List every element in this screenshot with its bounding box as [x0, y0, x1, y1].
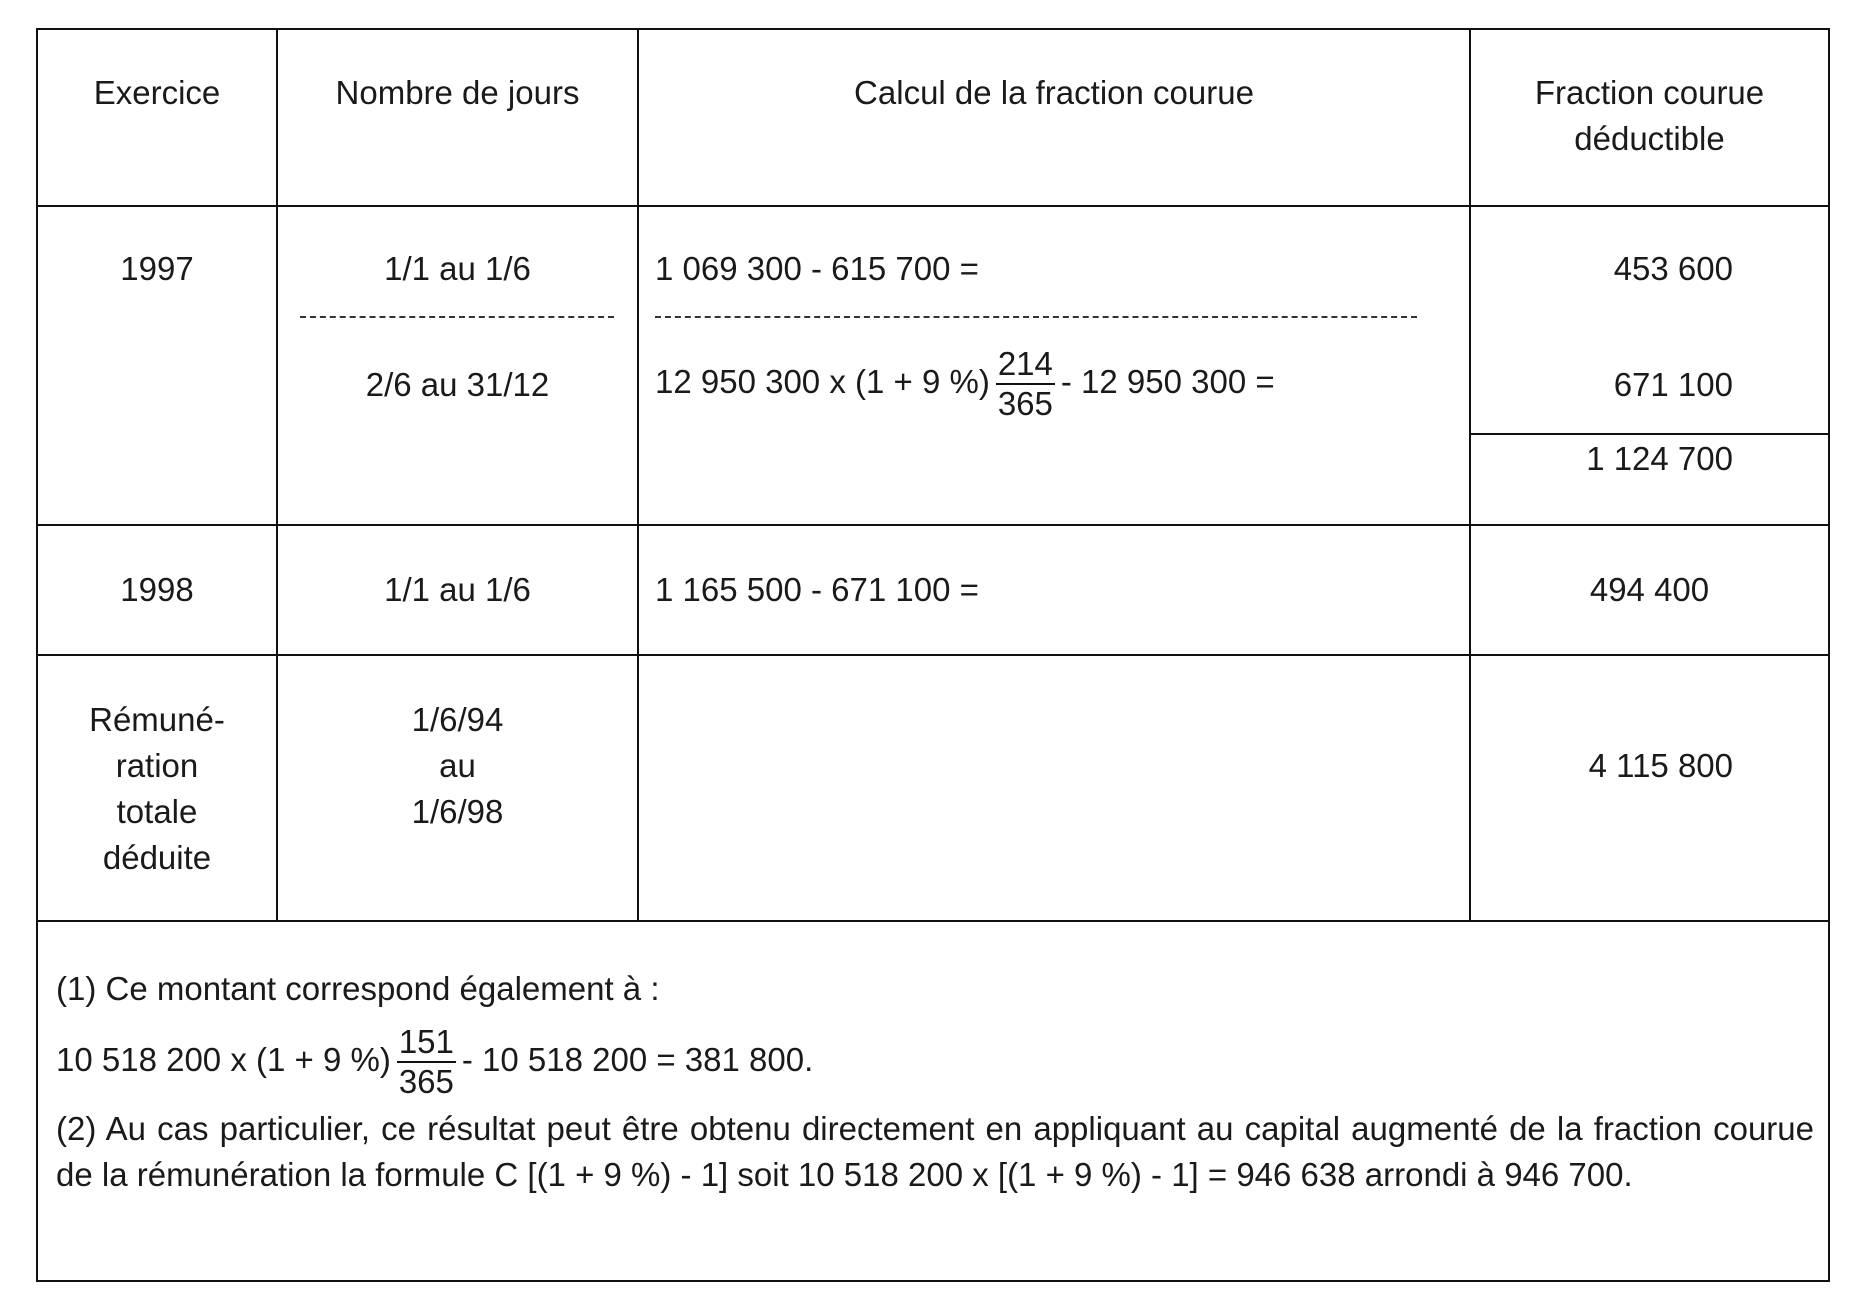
- header-fraction-line2: déductible: [1574, 120, 1725, 157]
- total-label-1: Rémuné-: [89, 701, 225, 738]
- row-divider-header: [36, 205, 1830, 207]
- period-1998: 1/1 au 1/6: [384, 571, 531, 608]
- dashed-separator-jours: [300, 316, 614, 318]
- fraction-numerator: 214: [996, 345, 1055, 385]
- note-1-suffix: - 10 518 200 = 381 800.: [461, 1041, 814, 1078]
- total-period-3: 1/6/98: [411, 793, 504, 830]
- period-1997-1: 1/1 au 1/6: [384, 250, 531, 287]
- total-label-4: déduite: [102, 839, 212, 876]
- total-period-1: 1/6/94: [411, 701, 504, 738]
- value-1997-1: 453 600: [1613, 250, 1733, 287]
- fraction-denominator: 365: [398, 1063, 454, 1101]
- subtotal-line: [1469, 433, 1830, 435]
- total-value: 4 115 800: [1588, 747, 1733, 784]
- total-period-2: au: [439, 747, 476, 784]
- period-1997-2: 2/6 au 31/12: [365, 366, 550, 403]
- note-2: (2) Au cas particulier, ce résultat peut être obtenu directement en appliquant au capital augmenté de la fraction courue de la rémunération la formule C [(1 + 9 %) - 1] soit 10 518 200 x [(1 + 9 %) - 1] = 946 638 arrondi à 946 700.: [56, 1110, 1814, 1193]
- header-fraction-line1: Fraction courue: [1534, 74, 1765, 111]
- year-1997: 1997: [120, 250, 194, 287]
- total-1997: 1 124 700: [1586, 440, 1733, 477]
- note-1-formula: [56, 1020, 813, 1101]
- row-divider-notes: [36, 920, 1830, 922]
- year-1998: 1998: [120, 571, 194, 608]
- note-1-prefix: 10 518 200 x (1 + 9 %): [56, 1041, 391, 1078]
- dashed-separator-calcul: [655, 316, 1417, 318]
- fraction-214-365: [996, 345, 1055, 423]
- calc-1998: 1 165 500 - 671 100 =: [655, 571, 979, 608]
- header-exercice: Exercice: [93, 74, 221, 111]
- fraction-numerator: 151: [397, 1023, 456, 1063]
- header-nombre-de-jours: Nombre de jours: [335, 74, 580, 111]
- calc-1997-1: 1 069 300 - 615 700 =: [655, 250, 979, 287]
- calc-1997-2: [655, 342, 1275, 423]
- row-divider-1997: [36, 524, 1830, 526]
- fraction-151-365: [397, 1023, 456, 1101]
- total-label-3: totale: [116, 793, 198, 830]
- note-1-intro: (1) Ce montant correspond également à :: [56, 970, 660, 1007]
- header-calcul: Calcul de la fraction courue: [854, 74, 1254, 111]
- total-label-2: ration: [115, 747, 199, 784]
- col-divider-2: [637, 28, 639, 922]
- fraction-denominator: 365: [997, 385, 1053, 423]
- value-1997-2: 671 100: [1613, 366, 1733, 403]
- calc-1997-2-prefix: 12 950 300 x (1 + 9 %): [655, 363, 990, 400]
- value-1998: 494 400: [1589, 571, 1710, 608]
- calc-1997-2-suffix: - 12 950 300 =: [1060, 363, 1275, 400]
- row-divider-1998: [36, 654, 1830, 656]
